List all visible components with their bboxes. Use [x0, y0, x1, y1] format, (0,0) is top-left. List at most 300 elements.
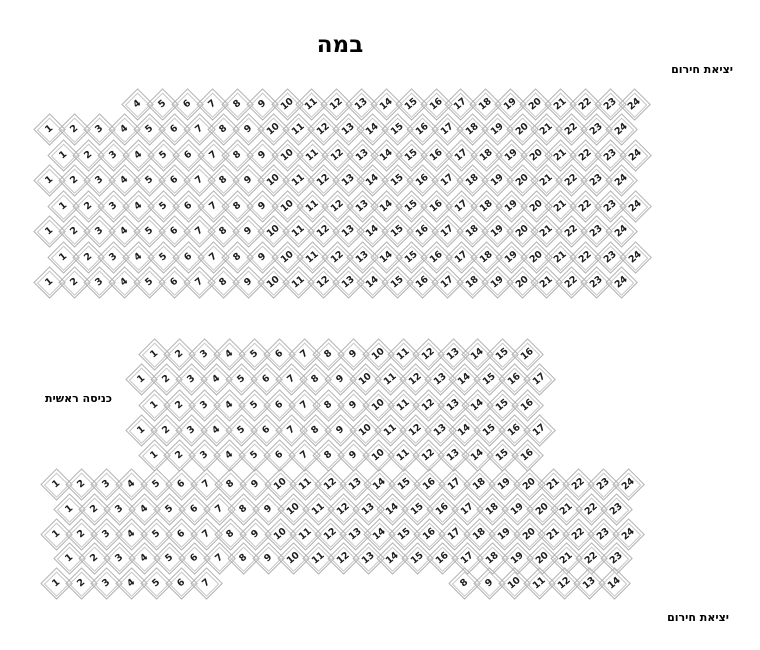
- seat-number: 10: [272, 526, 289, 544]
- seat-number: 9: [249, 478, 262, 492]
- seat-number: 3: [93, 225, 106, 239]
- seat-number: 5: [248, 399, 261, 413]
- seat-number: 3: [198, 399, 211, 413]
- seat-number: 15: [389, 121, 407, 139]
- seat-bottom-row5-14[interactable]: [598, 568, 631, 601]
- seat-number: 24: [626, 96, 644, 114]
- seat-number: 3: [93, 123, 106, 137]
- seat-number: 9: [334, 424, 347, 438]
- seat-number: 17: [446, 526, 463, 544]
- seat-number: 7: [206, 98, 219, 112]
- seat-number: 12: [334, 550, 352, 568]
- seat-number: 3: [107, 149, 120, 163]
- seat-inner-outline: [609, 117, 635, 143]
- seat-number: 11: [303, 198, 321, 216]
- seat-number: 13: [346, 476, 364, 494]
- seat-number: 23: [602, 198, 619, 216]
- seat-number: 8: [322, 348, 335, 362]
- seat-number: 7: [206, 251, 219, 265]
- seat-number: 3: [100, 577, 113, 591]
- seat-number: 9: [483, 577, 496, 591]
- seat-number: 15: [403, 249, 421, 267]
- seat-inner-outline: [527, 418, 553, 444]
- seat-number: 12: [555, 575, 573, 593]
- seat-number: 3: [93, 276, 106, 290]
- seat-number: 6: [182, 149, 195, 163]
- seat-number: 5: [143, 174, 156, 188]
- seat-inner-outline: [616, 472, 642, 498]
- seat-number: 14: [378, 249, 396, 267]
- seat-number: 5: [248, 449, 261, 463]
- seat-number: 13: [339, 223, 357, 241]
- seat-number: 10: [279, 249, 296, 267]
- seat-number: 7: [297, 449, 310, 463]
- seat-number: 3: [100, 528, 113, 542]
- seat-number: 18: [477, 198, 495, 216]
- seat-number: 6: [188, 552, 201, 566]
- seat-number: 13: [339, 274, 357, 292]
- seat-number: 20: [527, 198, 545, 216]
- seat-number: 14: [384, 550, 402, 568]
- seat-number: 1: [148, 449, 161, 463]
- seat-number: 18: [470, 476, 488, 494]
- seat-number: 7: [212, 503, 225, 517]
- seat-number: 4: [125, 577, 138, 591]
- seat-number: 19: [495, 476, 513, 494]
- seat-number: 24: [612, 121, 630, 139]
- seat-number: 11: [394, 447, 412, 465]
- seat-number: 6: [168, 225, 181, 239]
- seat-number: 15: [409, 550, 427, 568]
- seat-number: 1: [57, 251, 70, 265]
- seat-number: 9: [249, 528, 262, 542]
- seat-number: 10: [279, 147, 296, 165]
- seat-number: 20: [513, 121, 531, 139]
- seat-number: 13: [353, 147, 371, 165]
- seat-number: 7: [206, 149, 219, 163]
- seat-number: 8: [237, 503, 250, 517]
- seat-number: 20: [513, 172, 531, 190]
- seat-number: 14: [371, 476, 389, 494]
- seat-number: 3: [198, 449, 211, 463]
- seat-number: 21: [558, 550, 576, 568]
- seat-number: 22: [577, 147, 595, 165]
- seat-number: 10: [285, 550, 302, 568]
- seat-number: 1: [43, 174, 56, 188]
- seat-number: 6: [273, 449, 286, 463]
- seat-number: 14: [384, 501, 402, 519]
- seat-number: 18: [477, 96, 495, 114]
- seat-number: 11: [303, 147, 321, 165]
- seat-number: 12: [314, 274, 332, 292]
- seat-number: 7: [192, 174, 205, 188]
- seat-number: 6: [168, 123, 181, 137]
- seat-number: 10: [278, 96, 296, 114]
- seat-number: 12: [328, 249, 346, 267]
- seat-number: 15: [389, 223, 407, 241]
- seat-number: 15: [389, 274, 407, 292]
- seat-number: 15: [481, 371, 499, 389]
- seat-number: 5: [150, 577, 163, 591]
- seat-number: 1: [148, 348, 161, 362]
- seat-number: 22: [570, 476, 588, 494]
- seat-number: 9: [262, 503, 275, 517]
- seat-number: 16: [428, 147, 445, 165]
- seat-number: 22: [577, 249, 595, 267]
- seat-number: 19: [508, 501, 526, 519]
- seat-number: 2: [173, 348, 186, 362]
- seat-number: 18: [463, 121, 481, 139]
- seat-number: 1: [43, 123, 56, 137]
- seat-number: 8: [309, 373, 322, 387]
- seat-number: 12: [314, 172, 332, 190]
- seat-number: 8: [322, 399, 335, 413]
- seat-number: 13: [444, 346, 462, 364]
- seat-number: 8: [224, 478, 237, 492]
- seat-number: 10: [506, 575, 523, 593]
- seat-number: 18: [477, 249, 495, 267]
- seat-number: 2: [82, 149, 95, 163]
- seat-number: 11: [289, 223, 307, 241]
- seat-number: 8: [237, 552, 250, 566]
- seat-number: 22: [563, 121, 581, 139]
- seat-number: 4: [132, 149, 145, 163]
- seat-number: 24: [612, 172, 630, 190]
- seat-number: 22: [563, 172, 581, 190]
- seat-number: 17: [531, 371, 548, 389]
- seat-number: 7: [199, 577, 212, 591]
- seat-number: 7: [284, 424, 297, 438]
- seat-number: 2: [160, 424, 173, 438]
- seat-number: 5: [163, 503, 176, 517]
- seat-number: 6: [182, 200, 195, 214]
- seat-number: 16: [414, 274, 431, 292]
- seat-number: 19: [488, 121, 506, 139]
- seat-number: 17: [531, 422, 548, 440]
- seat-number: 23: [595, 476, 612, 494]
- seat-number: 14: [605, 575, 623, 593]
- seat-number: 23: [608, 501, 625, 519]
- seat-number: 14: [377, 96, 395, 114]
- seat-number: 10: [279, 198, 296, 216]
- seat-number: 14: [364, 223, 382, 241]
- seat-number: 5: [163, 552, 176, 566]
- seat-number: 22: [576, 96, 594, 114]
- seat-number: 6: [273, 399, 286, 413]
- seat-number: 22: [583, 550, 601, 568]
- seat-number: 2: [68, 174, 81, 188]
- seat-number: 2: [82, 200, 95, 214]
- seat-number: 6: [188, 503, 201, 517]
- seat-inner-outline: [616, 522, 642, 548]
- seat-number: 17: [459, 501, 476, 519]
- seat-number: 5: [235, 424, 248, 438]
- seat-number: 6: [260, 424, 273, 438]
- seat-number: 6: [260, 373, 273, 387]
- seat-number: 12: [328, 198, 346, 216]
- seat-inner-outline: [601, 571, 627, 597]
- seat-number: 11: [289, 121, 307, 139]
- seat-number: 13: [444, 397, 462, 415]
- seat-number: 4: [223, 399, 236, 413]
- seat-number: 13: [353, 249, 371, 267]
- seat-number: 7: [297, 348, 310, 362]
- seat-number: 16: [506, 371, 523, 389]
- seat-number: 4: [138, 503, 151, 517]
- seat-number: 14: [364, 172, 382, 190]
- seat-number: 11: [394, 346, 412, 364]
- seat-number: 8: [224, 528, 237, 542]
- seat-number: 23: [608, 550, 625, 568]
- seat-number: 21: [538, 223, 556, 241]
- seat-number: 23: [595, 526, 612, 544]
- seat-number: 12: [321, 526, 339, 544]
- seat-number: 20: [520, 526, 538, 544]
- seat-number: 11: [296, 526, 314, 544]
- seat-number: 1: [43, 225, 56, 239]
- seat-number: 15: [403, 198, 421, 216]
- seat-number: 6: [273, 348, 286, 362]
- seat-number: 4: [132, 251, 145, 265]
- seat-number: 15: [396, 476, 414, 494]
- seat-number: 10: [265, 274, 282, 292]
- seat-number: 9: [256, 251, 269, 265]
- seat-number: 7: [199, 478, 212, 492]
- seat-number: 17: [439, 121, 456, 139]
- seat-number: 7: [192, 276, 205, 290]
- seat-number: 5: [150, 528, 163, 542]
- seat-number: 21: [545, 476, 563, 494]
- seat-number: 22: [583, 501, 601, 519]
- seat-number: 13: [353, 96, 370, 114]
- seat-number: 5: [143, 276, 156, 290]
- seat-inner-outline: [515, 393, 541, 419]
- seat-number: 4: [223, 348, 236, 362]
- seat-number: 8: [458, 577, 471, 591]
- seat-number: 23: [602, 249, 619, 267]
- seat-number: 2: [173, 449, 186, 463]
- seat-number: 16: [519, 447, 536, 465]
- seat-number: 12: [314, 121, 332, 139]
- seat-number: 10: [370, 447, 387, 465]
- seat-number: 6: [182, 251, 195, 265]
- seat-number: 9: [242, 174, 255, 188]
- seat-number: 10: [370, 397, 387, 415]
- main-entrance-label: כניסה ראשית: [45, 392, 113, 405]
- seat-number: 3: [107, 200, 120, 214]
- seat-number: 16: [428, 198, 445, 216]
- seat-number: 10: [357, 371, 374, 389]
- seat-number: 23: [588, 274, 605, 292]
- seat-inner-outline: [515, 443, 541, 469]
- seat-number: 17: [453, 147, 470, 165]
- seat-number: 19: [488, 274, 506, 292]
- seat-number: 9: [256, 149, 269, 163]
- seat-number: 15: [494, 397, 512, 415]
- seat-inner-outline: [609, 219, 635, 245]
- seat-number: 11: [303, 96, 321, 114]
- seat-number: 8: [322, 449, 335, 463]
- seat-number: 13: [339, 121, 357, 139]
- seat-number: 9: [262, 552, 275, 566]
- seat-inner-outline: [604, 546, 630, 572]
- seat-number: 19: [502, 147, 520, 165]
- seat-number: 2: [68, 276, 81, 290]
- seat-number: 10: [272, 476, 289, 494]
- seat-number: 8: [217, 174, 230, 188]
- seat-number: 2: [75, 478, 88, 492]
- seat-number: 3: [113, 503, 126, 517]
- seat-number: 12: [419, 397, 437, 415]
- seat-number: 4: [118, 276, 131, 290]
- seat-number: 1: [57, 200, 70, 214]
- seat-number: 16: [421, 526, 438, 544]
- seat-number: 11: [381, 422, 399, 440]
- seat-number: 1: [50, 528, 63, 542]
- seat-number: 2: [75, 528, 88, 542]
- seat-number: 19: [488, 172, 506, 190]
- seat-number: 11: [296, 476, 314, 494]
- stage-label: במה: [316, 32, 364, 58]
- seat-number: 1: [148, 399, 161, 413]
- seat-number: 18: [463, 172, 481, 190]
- seat-number: 8: [231, 200, 244, 214]
- seat-number: 8: [231, 251, 244, 265]
- seat-number: 2: [160, 373, 173, 387]
- seat-number: 24: [612, 274, 630, 292]
- seat-number: 8: [309, 424, 322, 438]
- seat-number: 14: [364, 274, 382, 292]
- seat-number: 17: [446, 476, 463, 494]
- seat-number: 12: [406, 371, 424, 389]
- seat-number: 10: [285, 501, 302, 519]
- seat-number: 21: [545, 526, 563, 544]
- seat-number: 15: [396, 526, 414, 544]
- emergency-exit-label-top: יציאת חירום: [671, 63, 733, 76]
- seat-number: 14: [469, 447, 487, 465]
- seat-number: 6: [168, 276, 181, 290]
- seat-number: 9: [347, 449, 360, 463]
- seat-number: 14: [364, 121, 382, 139]
- seat-number: 16: [421, 476, 438, 494]
- seat-number: 13: [346, 526, 364, 544]
- seat-number: 19: [495, 526, 513, 544]
- seat-number: 11: [289, 172, 307, 190]
- seat-number: 14: [469, 346, 487, 364]
- seat-number: 3: [185, 373, 198, 387]
- seat-number: 2: [173, 399, 186, 413]
- seat-number: 14: [456, 371, 474, 389]
- seat-number: 20: [533, 550, 551, 568]
- seat-number: 18: [477, 147, 495, 165]
- seat-number: 16: [434, 550, 451, 568]
- seat-number: 24: [612, 223, 630, 241]
- seat-number: 21: [551, 96, 569, 114]
- seat-number: 14: [378, 198, 396, 216]
- seat-number: 12: [314, 223, 332, 241]
- seat-number: 5: [143, 123, 156, 137]
- seat-number: 16: [428, 249, 445, 267]
- seat-number: 5: [150, 478, 163, 492]
- seat-number: 17: [439, 172, 456, 190]
- seat-number: 10: [265, 223, 282, 241]
- seat-number: 10: [265, 172, 282, 190]
- seat-number: 19: [502, 96, 519, 114]
- seat-number: 22: [577, 198, 595, 216]
- seat-number: 8: [217, 225, 230, 239]
- seat-number: 23: [602, 147, 619, 165]
- seat-number: 21: [558, 501, 576, 519]
- seat-number: 4: [138, 552, 151, 566]
- seat-inner-outline: [622, 92, 648, 118]
- seat-number: 17: [453, 249, 470, 267]
- seat-inner-outline: [609, 168, 635, 194]
- seat-number: 19: [508, 550, 526, 568]
- seat-number: 15: [494, 346, 512, 364]
- seat-number: 1: [50, 478, 63, 492]
- seat-number: 18: [483, 550, 501, 568]
- seat-number: 21: [538, 274, 556, 292]
- seat-number: 9: [242, 225, 255, 239]
- seat-number: 1: [50, 577, 63, 591]
- seat-number: 16: [434, 501, 451, 519]
- seat-number: 15: [403, 147, 421, 165]
- seat-number: 5: [235, 373, 248, 387]
- seat-number: 12: [419, 447, 437, 465]
- seat-number: 8: [217, 276, 230, 290]
- seat-number: 6: [175, 528, 188, 542]
- seat-number: 2: [88, 552, 101, 566]
- seat-number: 6: [175, 478, 188, 492]
- seat-inner-outline: [193, 571, 219, 597]
- seat-number: 5: [248, 348, 261, 362]
- seat-number: 3: [185, 424, 198, 438]
- seat-number: 21: [552, 147, 570, 165]
- seat-number: 20: [520, 476, 538, 494]
- seat-number: 6: [181, 98, 194, 112]
- seat-number: 7: [297, 399, 310, 413]
- seat-number: 4: [210, 424, 223, 438]
- seat-number: 16: [414, 121, 431, 139]
- seat-number: 21: [538, 121, 556, 139]
- seat-number: 2: [75, 577, 88, 591]
- seat-number: 18: [463, 274, 481, 292]
- seat-number: 13: [353, 198, 371, 216]
- seat-number: 8: [231, 98, 244, 112]
- seat-number: 13: [580, 575, 598, 593]
- seat-number: 15: [481, 422, 499, 440]
- seat-number: 19: [488, 223, 506, 241]
- seat-number: 21: [538, 172, 556, 190]
- seat-number: 4: [118, 123, 131, 137]
- seat-number: 15: [409, 501, 427, 519]
- seat-number: 16: [519, 346, 536, 364]
- seat-number: 1: [57, 149, 70, 163]
- seat-number: 13: [444, 447, 462, 465]
- seat-number: 19: [502, 249, 520, 267]
- seat-number: 9: [256, 98, 269, 112]
- seat-number: 1: [63, 552, 76, 566]
- seat-number: 22: [563, 274, 581, 292]
- seat-number: 24: [626, 147, 644, 165]
- seat-number: 8: [217, 123, 230, 137]
- seat-number: 5: [143, 225, 156, 239]
- seat-number: 16: [414, 223, 431, 241]
- seat-number: 7: [284, 373, 297, 387]
- seat-number: 22: [563, 223, 581, 241]
- seat-inner-outline: [609, 270, 635, 296]
- seat-number: 17: [459, 550, 476, 568]
